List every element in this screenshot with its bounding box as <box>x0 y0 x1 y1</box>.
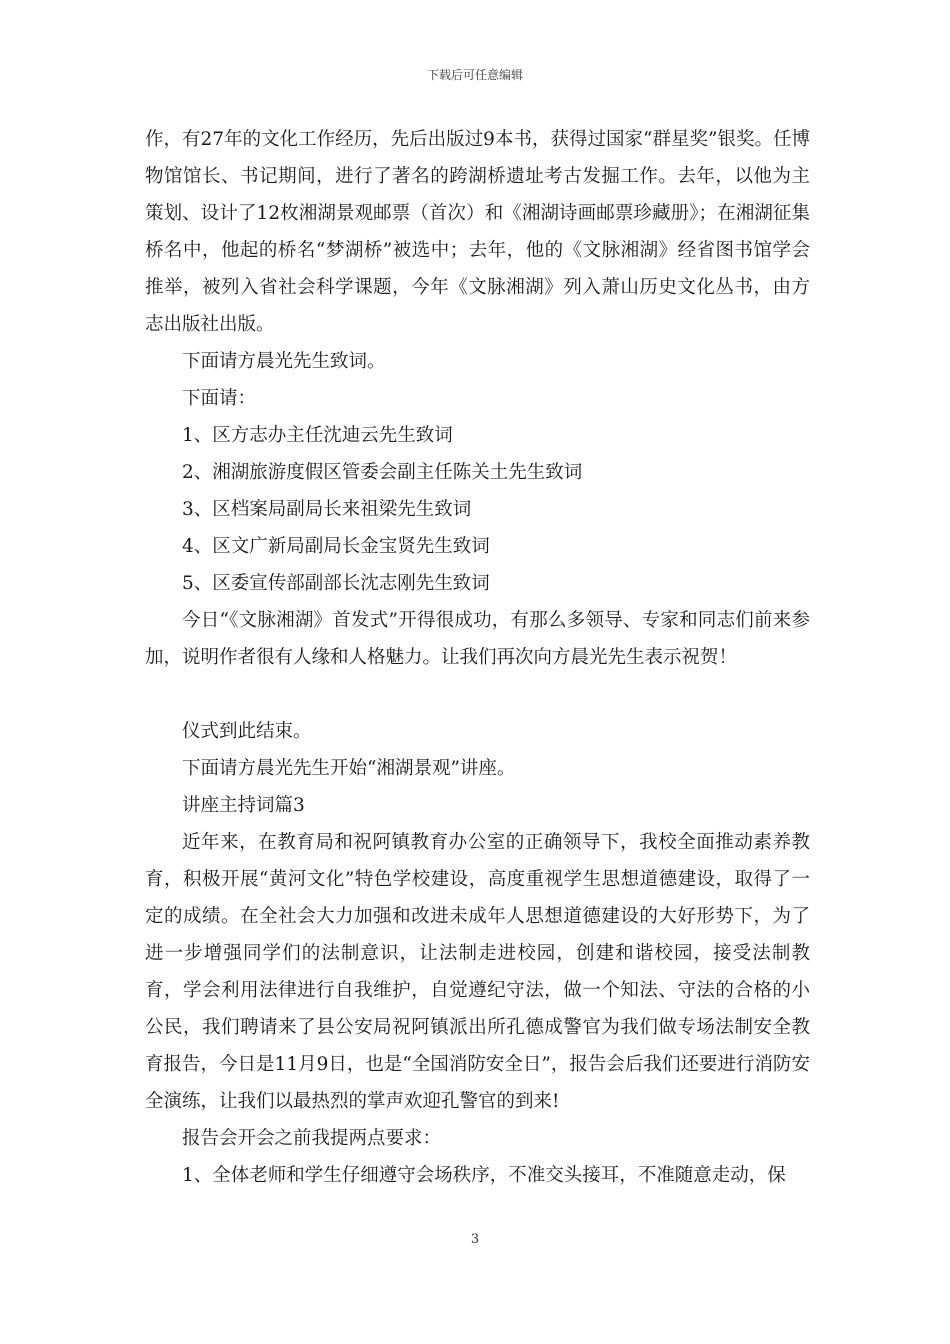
paragraph-school-intro: 近年来，在教育局和祝阿镇教育办公室的正确领导下，我校全面推动素养教育，积极开展“黄河文化”特色学校建设，高度重视学生思想道德建设，取得了一定的成绩。在全社会大力加强和改进未成年人思想道德建设的大好形势下，为了进一步增强同学们的法制意识，让法制走进校园，创建和谐校园，接受法制教育，学会利用法律进行自我维护，自觉遵纪守法，做一个知法、守法的合格的小公民，我们聘请来了县公安局祝阿镇派出所孔德成警官为我们做专场法制安全教育报告，今日是11月9日，也是“全国消防安全日”，报告会后我们还要进行消防安全演练，让我们以最热烈的掌声欢迎孔警官的到来! <box>145 832 810 1112</box>
list-item-speaker-5: 5、区委宣传部副部长沈志刚先生致词 <box>182 573 490 594</box>
list-item-speaker-1: 1、区方志办主任沈迪云先生致词 <box>182 425 453 446</box>
page-number: 3 <box>470 1232 480 1247</box>
document-body <box>145 121 810 1194</box>
paragraph-requirements: 报告会开会之前我提两点要求： <box>182 1128 442 1149</box>
section-heading: 讲座主持词篇3 <box>182 795 305 816</box>
blank-line <box>145 676 810 713</box>
list-item-speaker-4: 4、区文广新局副局长金宝贤先生致词 <box>182 536 490 557</box>
list-item-speaker-3: 3、区档案局副局长来祖梁先生致词 <box>182 499 472 520</box>
paragraph-lecture-start: 下面请方晨光先生开始“湘湖景观”讲座。 <box>182 758 516 779</box>
page-header: 下载后可任意编辑 <box>426 68 523 82</box>
paragraph-congratulation: 今日“《文脉湘湖》首发式”开得很成功，有那么多领导、专家和同志们前来参加，说明作者很有人缘和人格魅力。让我们再次向方晨光先生表示祝贺！ <box>145 610 810 668</box>
list-item-speaker-2: 2、湘湖旅游度假区管委会副主任陈关土先生致词 <box>182 462 583 483</box>
paragraph-invite-speech: 下面请方晨光先生致词。 <box>182 351 386 372</box>
paragraph-next-speakers: 下面请： <box>182 388 257 409</box>
list-item-requirement-1: 1、全体老师和学生仔细遵守会场秩序，不准交头接耳，不准随意走动，保 <box>182 1165 786 1186</box>
paragraph-ceremony-end: 仪式到此结束。 <box>182 721 312 742</box>
paragraph-author-bio: 作，有27年的文化工作经历，先后出版过9本书，获得过国家“群星奖”银奖。任博物馆馆长、书记期间，进行了著名的跨湖桥遗址考古发掘工作。去年，以他为主策划、设计了12枚湘湖景观邮票（首次）和《湘湖诗画邮票珍藏册》；在湘湖征集桥名中，他起的桥名“梦湖桥”被选中；去年，他的《文脉湘湖》经省图书馆学会推举，被列入省社会科学课题，今年《文脉湘湖》列入萧山历史文化丛书，由方志出版社出版。 <box>145 129 810 335</box>
